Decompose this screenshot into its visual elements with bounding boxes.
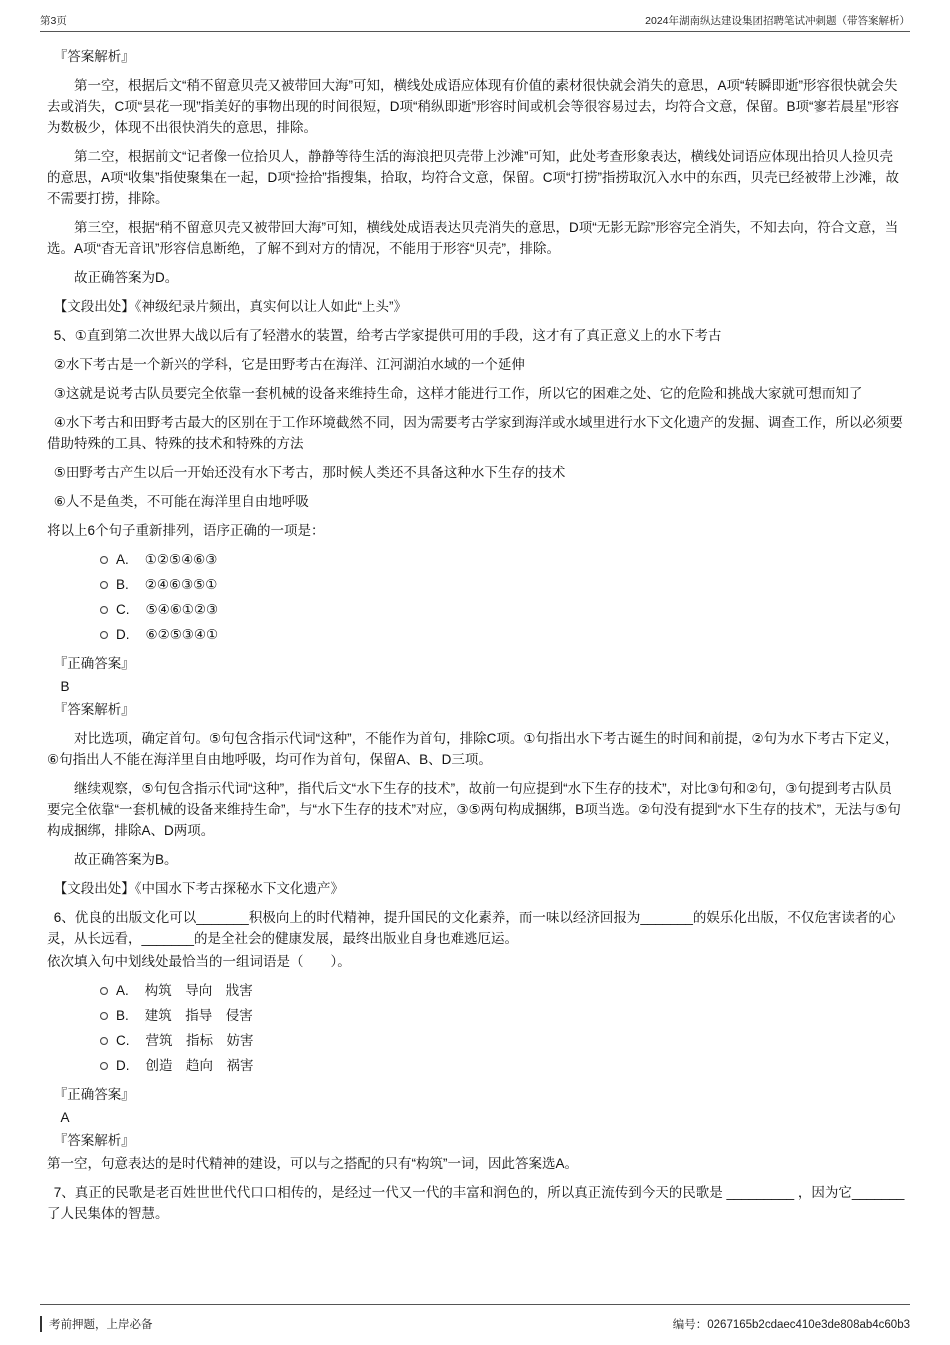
footer-serial-number: 编号：0267165b2cdaec410e3de808ab4c60b3 <box>672 1319 910 1331</box>
analysis-label-q5: 『答案解析』 <box>53 702 135 717</box>
question6-stem: 6、优良的出版文化可以_______积极向上的时代精神，提升国民的文化素养，而一味以经济回报为_______的娱乐化出版，不仅危害读者的心灵，从长远看，_______的是全社会的健康发展，最终出版业自身也难逃厄运。 <box>47 910 896 946</box>
document-body <box>47 46 905 1232</box>
analysis-paragraph: 第一空，句意表达的是时代精神的建设，可以与之搭配的只有“构筑”一词，因此答案选A。 <box>47 1156 578 1171</box>
page-footer <box>40 1316 910 1332</box>
option-letter: A. <box>116 983 129 998</box>
question6-options <box>100 980 905 1076</box>
option-letter: B. <box>116 577 129 592</box>
header-rule <box>40 31 910 32</box>
radio-button[interactable] <box>100 1012 108 1020</box>
radio-button[interactable] <box>100 1062 108 1070</box>
question5-sentence-2: ②水下考古是一个新兴的学科，它是田野考古在海洋、江河湖泊水域的一个延伸 <box>53 357 525 372</box>
option-row-c <box>100 599 905 620</box>
question5-sentence-5: ⑤田野考古产生以后一开始还没有水下考古，那时候人类还不具备这种水下生存的技术 <box>53 465 566 480</box>
question7-stem: 7、真正的民歌是老百姓世世代代口口相传的，是经过一代又一代的丰富和润色的，所以真正流传到今天的民歌是 _________ ，因为它_______了人民集体的智慧。 <box>47 1185 905 1221</box>
option-letter: B. <box>116 1008 129 1023</box>
option-text: ⑤④⑥①②③ <box>145 602 219 617</box>
option-text: ⑥②⑤③④① <box>145 627 219 642</box>
analysis-paragraph: 继续观察，⑤句包含指示代词“这种”，指代后文“水下生存的技术”，故前一句应提到“水下生存的技术”，对比③句和②句，③句提到考古队员要完全依靠“一套机械的设备来维持生命”，与“水下生存的技术”对应，③⑤两句构成捆绑，B项当选。②句没有提到“水下生存的技术”，无法与⑤句构成捆绑，排除A、D两项。 <box>47 781 901 838</box>
correct-answer-q5: B <box>60 679 70 694</box>
option-row-b <box>100 1005 905 1026</box>
option-row-c <box>100 1030 905 1051</box>
correct-answer-label-q6: 『正确答案』 <box>53 1087 135 1102</box>
answer-conclusion-q5: 故正确答案为B。 <box>74 852 178 867</box>
analysis-paragraph: 第一空，根据后文“稍不留意贝壳又被带回大海”可知，横线处成语应体现有价值的素材很快就会消失的意思，A项“转瞬即逝”形容很快就会失去或消失，C项“昙花一现”指美好的事物出现的时间很短，D项“稍纵即逝”形容时间或机会等很容易过去，均符合文意，保留。B项“寥若晨星”形容为数极少，体现不出很快消失的意思，排除。 <box>47 78 899 135</box>
answer-conclusion-q4: 故正确答案为D。 <box>74 270 179 285</box>
passage-source-q4: 【文段出处】《神级纪录片频出，真实何以让人如此“上头”》 <box>53 299 407 314</box>
option-row-a <box>100 549 905 570</box>
option-row-b <box>100 574 905 595</box>
option-text: ②④⑥③⑤① <box>144 577 218 592</box>
radio-button[interactable] <box>100 581 108 589</box>
page-header <box>40 13 910 28</box>
option-text: 营筑 指标 妨害 <box>145 1033 254 1048</box>
radio-button[interactable] <box>100 1037 108 1045</box>
option-text: 构筑 导向 戕害 <box>144 983 253 998</box>
option-letter: A. <box>116 552 129 567</box>
option-letter: D. <box>116 1058 130 1073</box>
question5-sentence-6: ⑥人不是鱼类，不可能在海洋里自由地呼吸 <box>53 494 309 509</box>
option-letter: C. <box>116 602 130 617</box>
question5-options <box>100 549 905 645</box>
passage-source-q5: 【文段出处】《中国水下考古探秘水下文化遗产》 <box>53 881 344 896</box>
radio-button[interactable] <box>100 556 108 564</box>
option-text: 创造 趋向 祸害 <box>145 1058 254 1073</box>
question5-sentence-1: 5、①直到第二次世界大战以后有了轻潜水的装置，给考古学家提供可用的手段，这才有了真正意义上的水下考古 <box>53 328 722 343</box>
option-text: 建筑 指导 侵害 <box>144 1008 253 1023</box>
analysis-label-q6: 『答案解析』 <box>53 1133 135 1148</box>
question5-sentence-3: ③这就是说考古队员要完全依靠一套机械的设备来维持生命，这样才能进行工作，所以它的困难之处、它的危险和挑战大家就可想而知了 <box>53 386 863 401</box>
question5-prompt: 将以上6个句子重新排列，语序正确的一项是： <box>47 523 325 538</box>
correct-answer-q6: A <box>60 1110 70 1125</box>
document-title: 2024年湖南纵达建设集团招聘笔试冲刺题（带答案解析） <box>645 15 910 27</box>
analysis-label-q4: 『答案解析』 <box>53 49 135 64</box>
question6-instruction: 依次填入句中划线处最恰当的一组词语是（ ）。 <box>47 954 351 969</box>
radio-button[interactable] <box>100 631 108 639</box>
page-number: 第3页 <box>40 15 67 27</box>
radio-button[interactable] <box>100 987 108 995</box>
question5-sentence-4: ④水下考古和田野考古最大的区别在于工作环境截然不同，因为需要考古学家到海洋或水域里进行水下文化遗产的发掘、调查工作，所以必须要借助特殊的工具、特殊的技术和特殊的方法 <box>47 415 903 451</box>
radio-button[interactable] <box>100 606 108 614</box>
option-letter: C. <box>116 1033 130 1048</box>
footer-slogan: 考前押题，上岸必备 <box>40 1316 153 1332</box>
analysis-paragraph: 第三空，根据“稍不留意贝壳又被带回大海”可知，横线处成语表达贝壳消失的意思，D项“无影无踪”形容完全消失，不知去向，符合文意，当选。A项“杳无音讯”形容信息断绝，了解不到对方的情况，不能用于形容“贝壳”，排除。 <box>47 220 899 256</box>
option-text: ①②⑤④⑥③ <box>144 552 218 567</box>
analysis-paragraph: 对比选项，确定首句。⑤句包含指示代词“这种”，不能作为首句，排除C项。①句指出水下考古诞生的时间和前提，②句为水下考古下定义，⑥句指出人不能在海洋里自由地呼吸，均可作为首句，保留A、B、D三项。 <box>47 731 899 767</box>
option-row-d <box>100 1055 905 1076</box>
option-row-d <box>100 624 905 645</box>
analysis-paragraph: 第二空，根据前文“记者像一位拾贝人，静静等待生活的海浪把贝壳带上沙滩”可知，此处考查形象表达，横线处词语应体现出拾贝人捡贝壳的意思，A项“收集”指使聚集在一起，D项“捡拾”指搜集，拾取，均符合文意，保留。C项“打捞”指捞取沉入水中的东西，贝壳已经被带上沙滩，故不需要打捞，排除。 <box>47 149 899 206</box>
option-letter: D. <box>116 627 130 642</box>
correct-answer-label-q5: 『正确答案』 <box>53 656 135 671</box>
option-row-a <box>100 980 905 1001</box>
footer-rule <box>40 1304 910 1305</box>
